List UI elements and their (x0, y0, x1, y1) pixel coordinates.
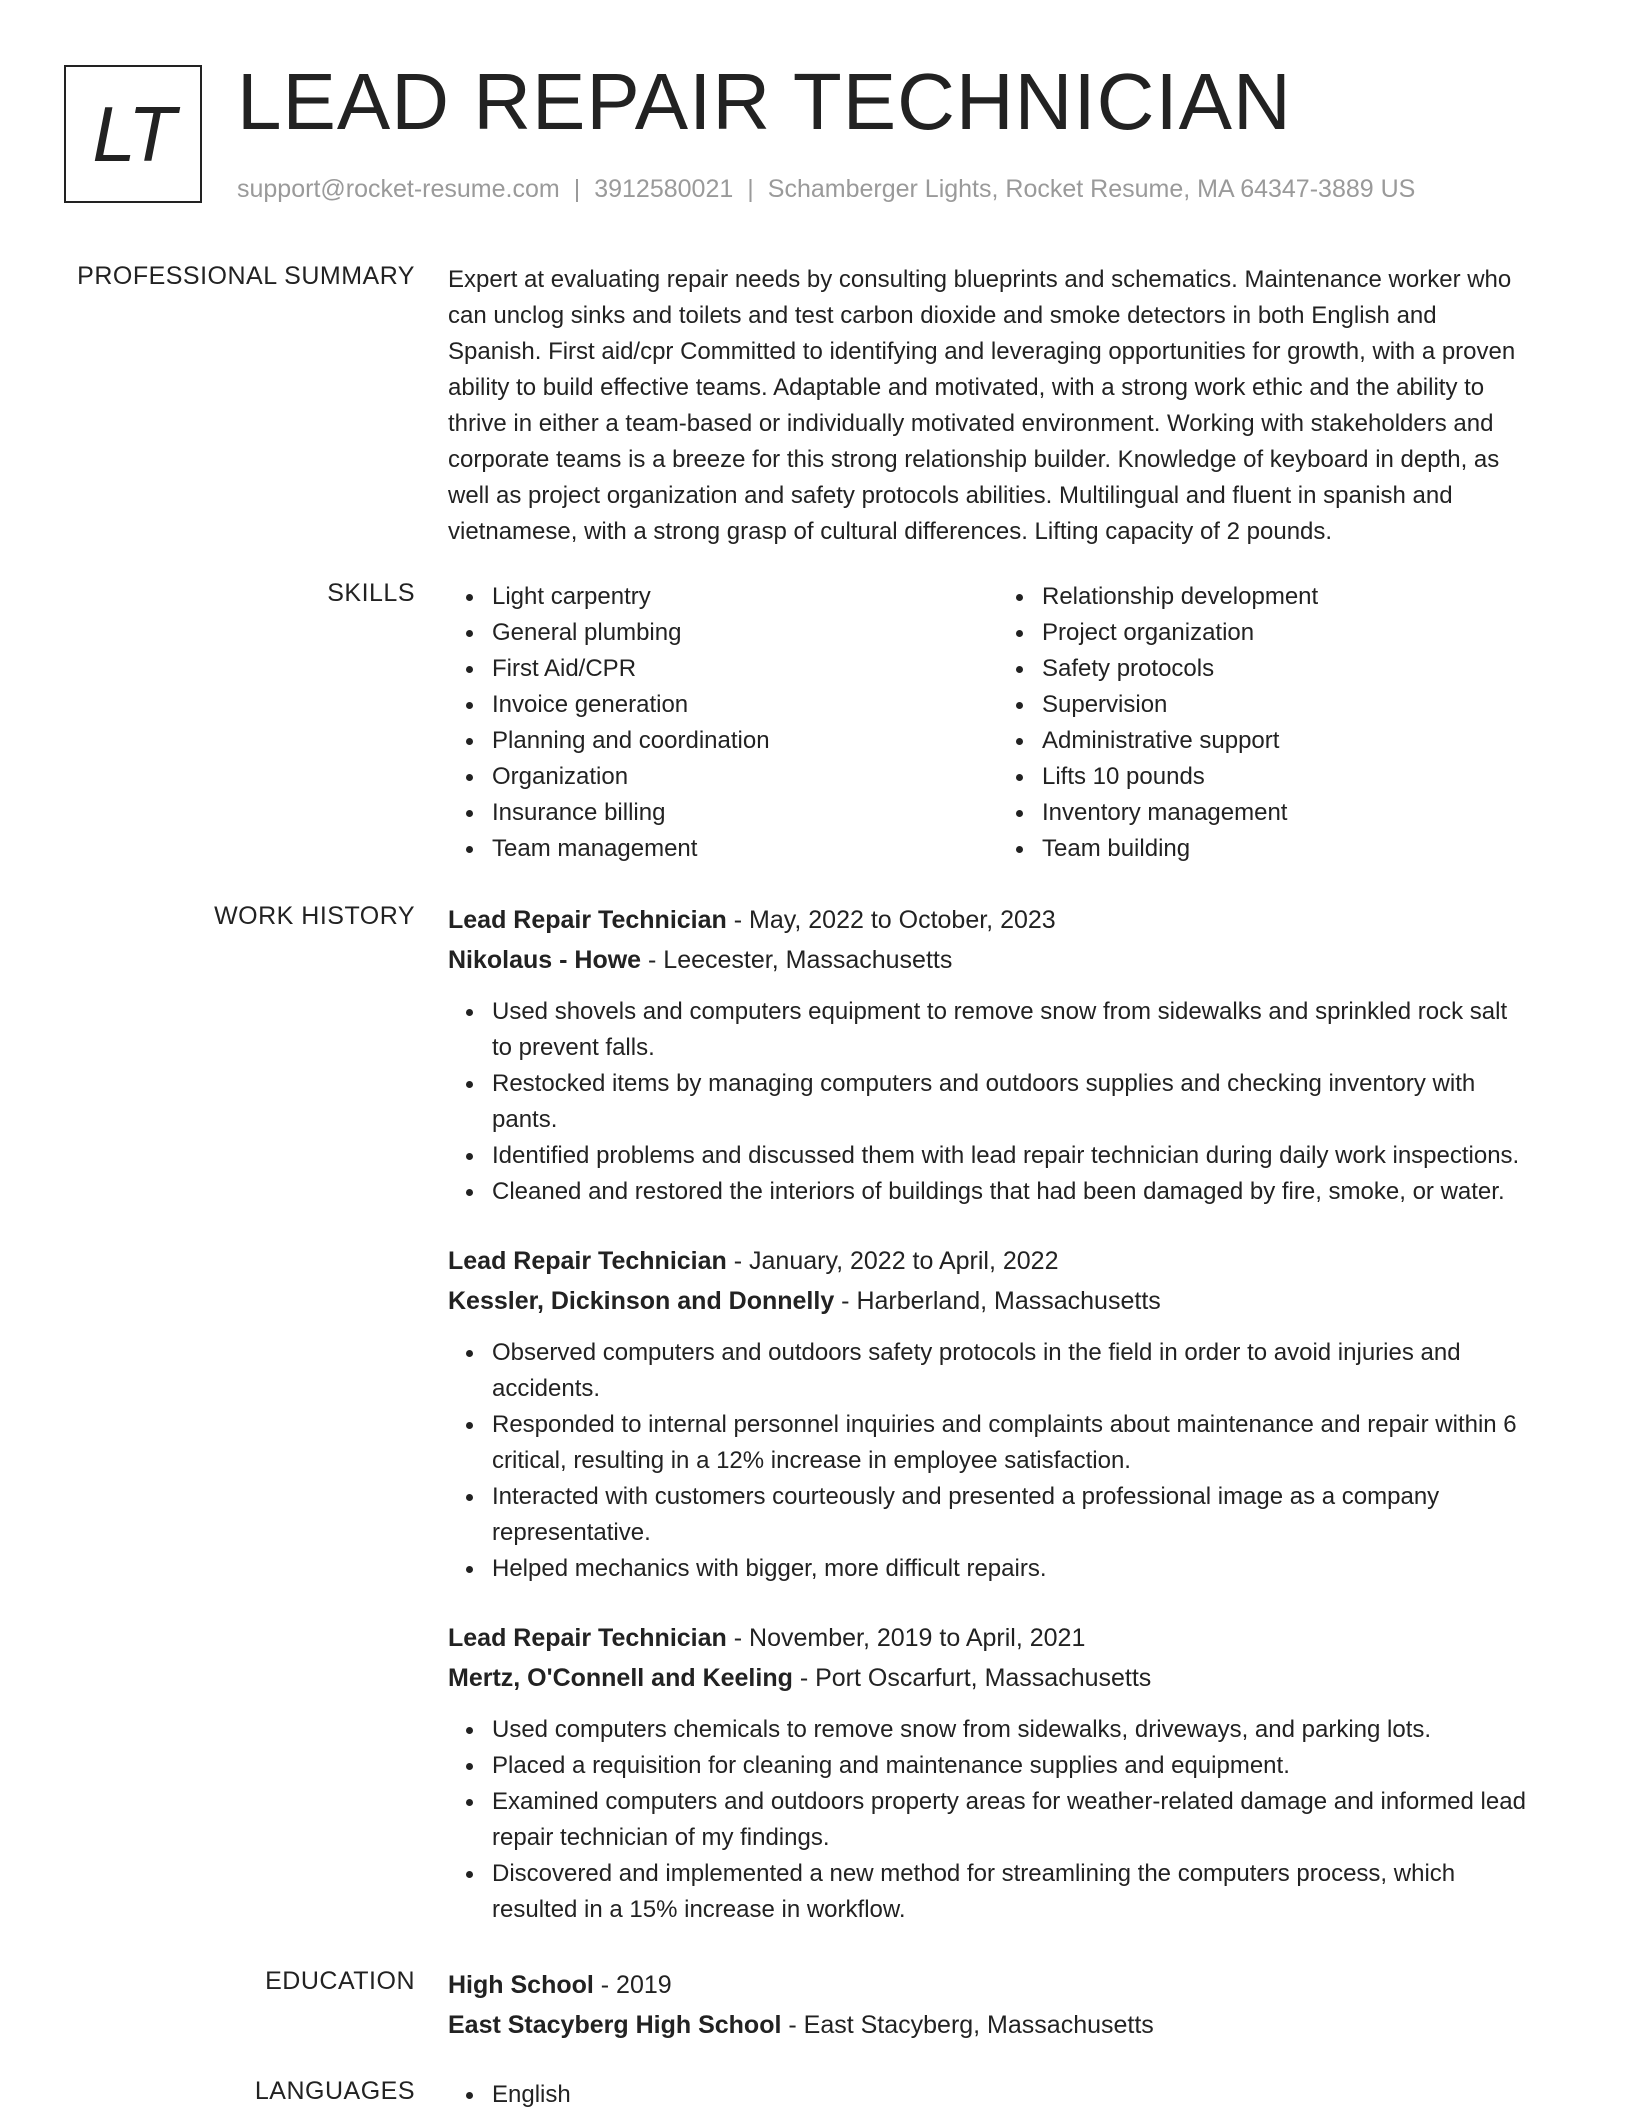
job-title-line (448, 1618, 1568, 1658)
job-entry (448, 1241, 1568, 1587)
job-bullet (448, 1748, 1568, 1784)
skill-item: Team management (448, 831, 998, 867)
job-bullet (448, 1138, 1568, 1174)
job-bullet (448, 1407, 1568, 1479)
job-title: Lead Repair Technician (448, 906, 727, 934)
job-bullet-line: Observed computers and outdoors safety protocols in the field in order to avoid injuries and (492, 1339, 1461, 1366)
contact-email: support@rocket-resume.com (237, 175, 560, 203)
job-bullet-line: Used shovels and computers equipment to remove snow from sidewalks and sprinkled rock salt (492, 998, 1508, 1025)
section-label-work: WORK HISTORY (214, 902, 415, 930)
job-company-line (448, 1281, 1568, 1321)
monogram-text: LT (92, 89, 174, 178)
job-bullet-list (448, 994, 1568, 1210)
job-company: Nikolaus - Howe (448, 946, 642, 974)
skill-item: Supervision (998, 687, 1548, 723)
summary-line: Expert at evaluating repair needs by consulting blueprints and schematics. Maintenance worker who (448, 266, 1512, 293)
skill-item: Project organization (998, 615, 1548, 651)
job-company-line (448, 940, 1568, 980)
job-bullet-list (448, 1335, 1568, 1587)
job-bullet-line: Interacted with customers courteously and presented a professional image as a company (492, 1483, 1440, 1510)
job-company-line (448, 1658, 1568, 1698)
summary-body (448, 262, 1568, 550)
job-bullet (448, 1856, 1568, 1928)
contact-separator: | (573, 175, 581, 203)
contact-address: Schamberger Lights, Rocket Resume, MA 64347-3889 US (767, 175, 1416, 203)
job-dates: - November, 2019 to April, 2021 (726, 1624, 1086, 1652)
summary-line: can unclog sinks and toilets and test carbon dioxide and smoke detectors in both English and (448, 302, 1437, 329)
education-body (448, 1965, 1568, 2045)
job-bullet-line: Restocked items by managing computers and outdoors supplies and checking inventory with (492, 1070, 1476, 1097)
job-bullet (448, 1066, 1568, 1138)
skill-item: First Aid/CPR (448, 651, 998, 687)
contact-line (237, 175, 1415, 204)
skill-item: Relationship development (998, 579, 1548, 615)
job-title: Lead Repair Technician (448, 1624, 727, 1652)
job-bullet (448, 1784, 1568, 1856)
job-bullet-line: repair technician of my findings. (492, 1824, 830, 1851)
skills-list-right (998, 579, 1548, 867)
job-bullet-list (448, 1712, 1568, 1928)
summary-line: thrive in either a team-based or individually motivated environment. Working with stakeholders and (448, 410, 1494, 437)
skill-item: Safety protocols (998, 651, 1548, 687)
summary-line: Spanish. First aid/cpr Committed to identifying and leveraging opportunities for growth, with a proven (448, 338, 1516, 365)
job-bullet-line: resulted in a 15% increase in workflow. (492, 1896, 906, 1923)
education-year: - 2019 (593, 1971, 672, 1999)
languages-list (448, 2077, 1568, 2113)
job-bullet-line: Discovered and implemented a new method for streamlining the computers process, which (492, 1860, 1456, 1887)
skill-item: Insurance billing (448, 795, 998, 831)
job-dates: - May, 2022 to October, 2023 (726, 906, 1056, 934)
education-school-line (448, 2005, 1568, 2045)
job-bullet-line: Cleaned and restored the interiors of buildings that had been damaged by fire, smoke, or water. (492, 1178, 1505, 1205)
monogram-logo (64, 65, 202, 203)
resume-title: LEAD REPAIR TECHNICIAN (237, 57, 1292, 146)
job-company: Mertz, O'Connell and Keeling (448, 1664, 793, 1692)
skill-item: Invoice generation (448, 687, 998, 723)
education-degree: High School (448, 1971, 594, 1999)
skill-item: Inventory management (998, 795, 1548, 831)
skill-item: Team building (998, 831, 1548, 867)
job-entry (448, 900, 1568, 1210)
summary-line: vietnamese, with a strong grasp of cultural differences. Lifting capacity of 2 pounds. (448, 518, 1333, 545)
skills-body (448, 579, 1568, 867)
section-label-skills: SKILLS (327, 579, 415, 607)
languages-body (448, 2077, 1568, 2113)
work-body (448, 900, 1568, 1928)
contact-phone: 3912580021 (594, 175, 734, 203)
job-bullet (448, 1335, 1568, 1407)
job-bullet (448, 1712, 1568, 1748)
skill-item: Lifts 10 pounds (998, 759, 1548, 795)
summary-line: corporate teams is a breeze for this strong relationship builder. Knowledge of keyboard in depth, as (448, 446, 1500, 473)
summary-line: ability to build effective teams. Adaptable and motivated, with a strong work ethic and the ability to (448, 374, 1485, 401)
education-degree-line (448, 1965, 1568, 2005)
section-label-summary: PROFESSIONAL SUMMARY (77, 262, 415, 290)
job-bullet-line: Helped mechanics with bigger, more difficult repairs. (492, 1555, 1047, 1582)
job-bullet-line: representative. (492, 1519, 651, 1546)
section-label-languages: LANGUAGES (254, 2077, 415, 2105)
summary-line: well as project organization and safety protocols abilities. Multilingual and fluent in spanish and (448, 482, 1453, 509)
job-bullet (448, 1551, 1568, 1587)
job-bullet (448, 1479, 1568, 1551)
job-title: Lead Repair Technician (448, 1247, 727, 1275)
job-title-line (448, 1241, 1568, 1281)
skills-list-left (448, 579, 998, 867)
job-entry (448, 1618, 1568, 1928)
skill-item: Organization (448, 759, 998, 795)
job-location: - Harberland, Massachusetts (834, 1287, 1161, 1315)
skill-item: Light carpentry (448, 579, 998, 615)
language-item: English (448, 2077, 1568, 2113)
job-company: Kessler, Dickinson and Donnelly (448, 1287, 835, 1315)
skill-item: Administrative support (998, 723, 1548, 759)
job-dates: - January, 2022 to April, 2022 (726, 1247, 1059, 1275)
job-bullet-line: Placed a requisition for cleaning and maintenance supplies and equipment. (492, 1752, 1290, 1779)
job-bullet-line: Responded to internal personnel inquiries and complaints about maintenance and repair within 6 (492, 1411, 1517, 1438)
skill-item: General plumbing (448, 615, 998, 651)
job-title-line (448, 900, 1568, 940)
section-label-education: EDUCATION (265, 1967, 415, 1995)
job-bullet-line: to prevent falls. (492, 1034, 655, 1061)
skill-item: Planning and coordination (448, 723, 998, 759)
job-bullet-line: critical, resulting in a 12% increase in employee satisfaction. (492, 1447, 1131, 1474)
job-bullet-line: pants. (492, 1106, 558, 1133)
job-bullet-line: accidents. (492, 1375, 601, 1402)
job-bullet-line: Examined computers and outdoors property areas for weather-related damage and informed lead (492, 1788, 1526, 1815)
job-bullet (448, 1174, 1568, 1210)
job-location: - Port Oscarfurt, Massachusetts (792, 1664, 1152, 1692)
job-bullet (448, 994, 1568, 1066)
skills-grid (448, 579, 1568, 867)
job-bullet-line: Identified problems and discussed them with lead repair technician during daily work inspections. (492, 1142, 1520, 1169)
education-school: East Stacyberg High School (448, 2011, 782, 2039)
summary-text (448, 262, 1568, 550)
education-location: - East Stacyberg, Massachusetts (781, 2011, 1154, 2039)
job-bullet-line: Used computers chemicals to remove snow from sidewalks, driveways, and parking lots. (492, 1716, 1432, 1743)
contact-separator: | (747, 175, 754, 203)
job-location: - Leecester, Massachusetts (641, 946, 953, 974)
